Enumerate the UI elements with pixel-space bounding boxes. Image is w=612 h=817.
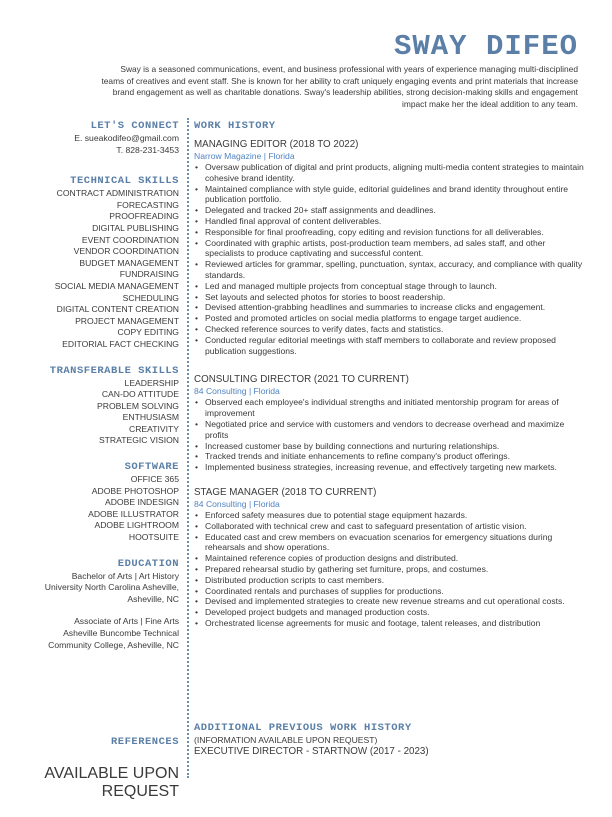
bullet: • Tracked trends and initiate enhancements to refine company's product offerings. <box>194 451 584 462</box>
education-heading: EDUCATION <box>117 557 179 570</box>
bullet: • Devised and implemented strategies to create new revenue streams and cut operational costs. <box>194 596 584 607</box>
software-section <box>20 461 179 544</box>
job-org: 84 Consulting | Florida <box>194 386 280 397</box>
job-bullets <box>194 162 584 356</box>
candidate-name: SWAY DIFEO <box>393 30 578 63</box>
bullet: • Reviewed articles for grammar, spelling, punctuation, syntax, accuracy, and compliance with quality standards. <box>194 259 584 281</box>
bullet: • Developed project budgets and managed production costs. <box>194 607 584 618</box>
bullet: • Maintained compliance with style guide, editorial guidelines and brand identity throughout entire publication portfolio. <box>194 184 584 206</box>
skill-item: CREATIVITY <box>129 423 179 434</box>
bullet: • Negotiated price and service with customers and vendors to decrease overhead and maximize profits <box>194 419 584 441</box>
additional-history-note: (INFORMATION AVAILABLE UPON REQUEST) <box>194 735 378 745</box>
bullet: • Delegated and tracked 20+ staff assignments and deadlines. <box>194 205 584 216</box>
software-item: ADOBE PHOTOSHOP <box>91 485 179 496</box>
school-2-line2: Community College, Asheville, NC <box>48 639 179 650</box>
skill-item: SCHEDULING <box>122 292 179 303</box>
skill-item: PROJECT MANAGEMENT <box>75 315 179 326</box>
email[interactable]: E. sueakodifeo@gmail.com <box>74 133 179 143</box>
summary: Sway is a seasoned communications, event, and business professional with years of experience managing multi-disciplined teams of creatives and event staff. She is known for her ability to craft uniquely engaging events and print materials that increase brand engagement as well as charitable donations. Sway's leadership abilities, strong decision-making skills and engagement impact make her the ideal addition to any team. <box>101 64 578 109</box>
bullet: • Collaborated with technical crew and cast to safeguard presentation of artistic vision. <box>194 521 584 532</box>
job-managing-editor <box>194 139 584 356</box>
bullet: • Maintained reference copies of production designs and distributed. <box>194 553 584 564</box>
bullet: • Checked reference sources to verify dates, facts and statistics. <box>194 324 584 335</box>
work-history-heading: WORK HISTORY <box>194 120 276 132</box>
technical-skills-section <box>20 175 179 350</box>
job-title: CONSULTING DIRECTOR (2021 TO CURRENT) <box>194 374 409 386</box>
phone[interactable]: T. 828-231-3453 <box>116 144 179 155</box>
additional-history-entry: EXECUTIVE DIRECTOR - STARTNOW (2017 - 2023) <box>194 746 429 757</box>
software-item: OFFICE 365 <box>130 474 179 485</box>
job-consulting-director <box>194 374 584 473</box>
connect-section <box>20 120 179 156</box>
bullet: • Implemented business strategies, increasing revenue, and effectively targeting new markets. <box>194 462 584 473</box>
bullet: • Coordinated rentals and purchases of supplies for productions. <box>194 586 584 597</box>
skill-item: CONTRACT ADMINISTRATION <box>56 188 179 199</box>
bullet: • Orchestrated license agreements for music and footage, talent releases, and distribution <box>194 618 584 629</box>
column-divider <box>187 118 189 778</box>
bullet: • Enforced safety measures due to potential stage equipment hazards. <box>194 510 584 521</box>
job-stage-manager <box>194 487 584 629</box>
additional-history-section <box>194 722 584 758</box>
skill-item: FORECASTING <box>116 199 179 210</box>
skill-item: PROBLEM SOLVING <box>97 400 179 411</box>
bullet: • Led and managed multiple projects from conceptual stage through to launch. <box>194 281 584 292</box>
skill-item: DIGITAL CONTENT CREATION <box>56 304 179 315</box>
software-item: HOOTSUITE <box>128 532 179 543</box>
bullet: • Educated cast and crew members on evacuation scenarios for emergency situations during rehearsals and show operations. <box>194 532 584 554</box>
job-title: MANAGING EDITOR (2018 TO 2022) <box>194 139 359 150</box>
bullet: • Posted and promoted articles on social media platforms to engage target audience. <box>194 313 584 324</box>
skill-item: DIGITAL PUBLISHING <box>92 222 179 233</box>
bullet: • Increased customer base by building connections and nurturing relationships. <box>194 441 584 452</box>
references-heading: REFERENCES <box>110 736 179 748</box>
software-item: ADOBE ILLUSTRATOR <box>88 508 179 519</box>
job-title: STAGE MANAGER (2018 TO CURRENT) <box>194 486 377 498</box>
bullet: • Coordinated with graphic artists, post-production team members, ad sales staff, and other specialists to produce captivating and successful content. <box>194 238 584 260</box>
skill-item: EDITORIAL FACT CHECKING <box>62 338 179 349</box>
skill-item: BUDGET MANAGEMENT <box>79 257 179 268</box>
degree-2: Associate of Arts | Fine Arts <box>74 616 179 627</box>
skill-item: LEADERSHIP <box>124 377 179 388</box>
school-1-city: Asheville, NC <box>127 593 179 604</box>
right-column <box>194 120 584 629</box>
bullet: • Set layouts and selected photos for stories to boost readership. <box>194 292 584 303</box>
degree-1: Bachelor of Arts | Art History <box>71 570 179 581</box>
school-1: University North Carolina Asheville, <box>44 582 179 593</box>
skill-item: FUNDRAISING <box>119 269 179 280</box>
transferable-skills-section <box>20 365 179 448</box>
education-section <box>20 558 179 652</box>
bullet: • Prepared rehearsal studio by gathering set furniture, props, and costumes. <box>194 564 584 575</box>
bullet: • Oversaw publication of digital and print products, aligning multi-media content strategies to maintain cohesive brand identity. <box>194 162 584 184</box>
software-item: ADOBE INDESIGN <box>104 497 179 508</box>
software-item: ADOBE LIGHTROOM <box>94 520 179 531</box>
school-2: Asheville Buncombe Technical <box>63 628 179 638</box>
skill-item: COPY EDITING <box>117 327 179 338</box>
references-text: AVAILABLE UPON REQUEST <box>44 765 179 800</box>
left-column <box>20 120 179 651</box>
skill-item: SOCIAL MEDIA MANAGEMENT <box>54 280 179 291</box>
bullet: • Conducted regular editorial meetings with staff members to collaborate and review proposed publication suggestions. <box>194 335 584 357</box>
job-bullets <box>194 510 584 629</box>
bullet: • Handled final approval of content deliverables. <box>194 216 584 227</box>
skill-item: PROOFREADING <box>109 211 179 222</box>
job-org: 84 Consulting | Florida <box>194 498 280 509</box>
skill-item: CAN-DO ATTITUDE <box>101 389 179 400</box>
skill-item: ENTHUSIASM <box>122 412 179 423</box>
bullet: • Distributed production scripts to cast members. <box>194 575 584 586</box>
additional-history-heading: ADDITIONAL PREVIOUS WORK HISTORY <box>194 722 412 734</box>
transferable-skills-heading: TRANSFERABLE SKILLS <box>49 364 179 377</box>
connect-heading: LET'S CONNECT <box>90 120 179 132</box>
technical-skills-heading: TECHNICAL SKILLS <box>70 175 179 188</box>
bullet: • Devised attention-grabbing headlines and summaries to increase clicks and engagement. <box>194 302 584 313</box>
job-bullets <box>194 397 584 473</box>
skill-item: VENDOR COORDINATION <box>73 246 179 257</box>
bullet: • Observed each employee's individual strengths and initiated mentorship program for areas of improvement <box>194 397 584 419</box>
references-section <box>20 736 179 817</box>
job-org: Narrow Magazine | Florida <box>194 151 295 161</box>
skill-item: EVENT COORDINATION <box>81 234 179 245</box>
bullet: • Responsible for final proofreading, copy editing and revision functions for all deliverables. <box>194 227 584 238</box>
skill-item: STRATEGIC VISION <box>98 435 179 446</box>
software-heading: SOFTWARE <box>124 461 179 474</box>
